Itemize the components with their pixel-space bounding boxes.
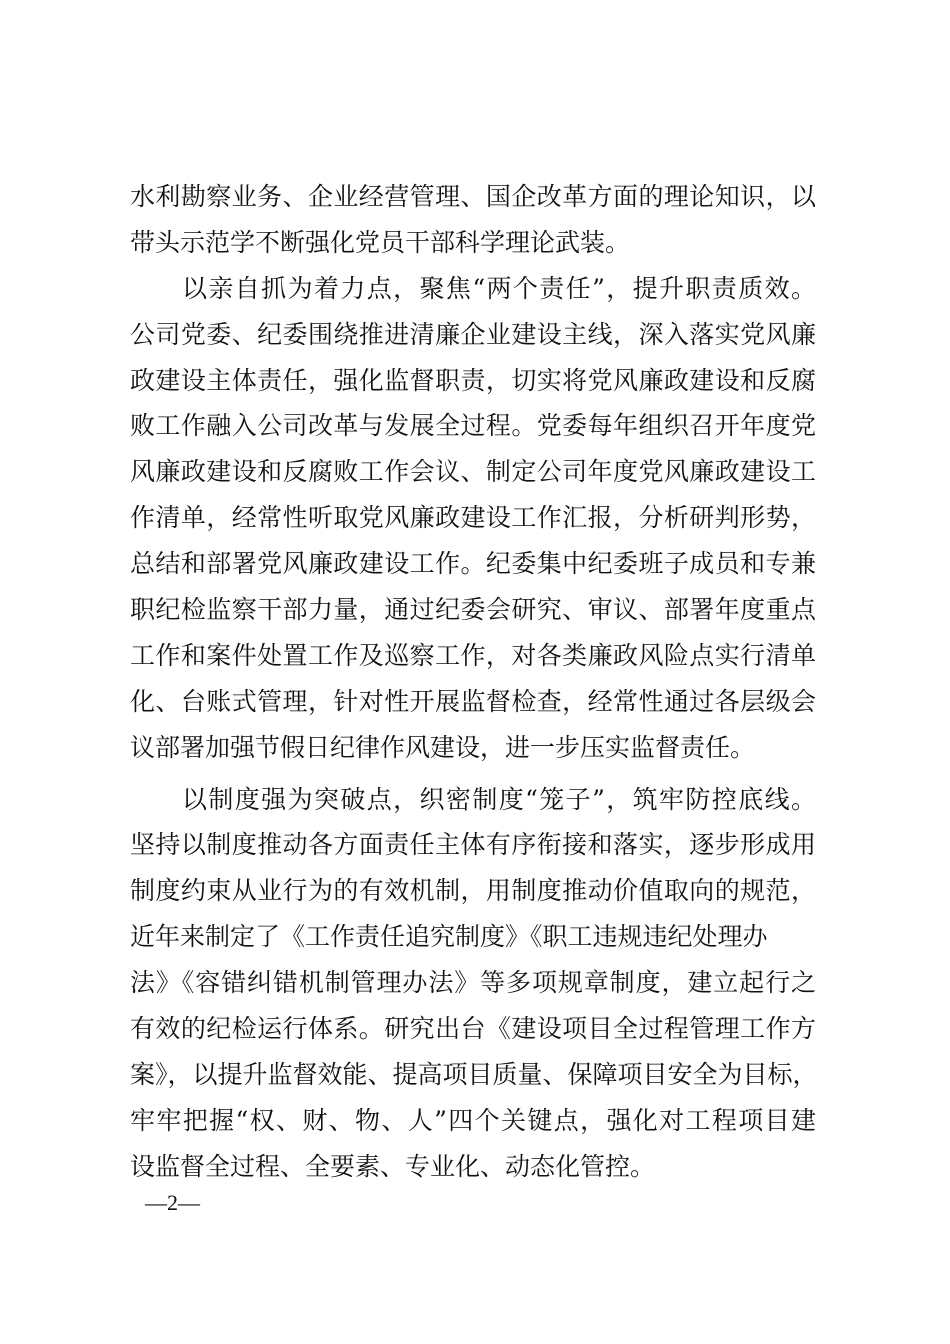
text-line: 牢牢把握“权、财、物、人”四个关键点，强化对工程项目建 xyxy=(130,1105,816,1135)
text-line: 带头示范学不断强化党员干部科学理论武装。 xyxy=(130,227,631,257)
text-line: 工作和案件处置工作及巡察工作，对各类廉政风险点实行清单 xyxy=(130,640,816,670)
paragraph-1 xyxy=(130,174,816,266)
text-line: 化、台账式管理，针对性开展监督检查，经常性通过各层级会 xyxy=(130,686,816,716)
text-line: 设监督全过程、全要素、专业化、动态化管控。 xyxy=(130,1151,656,1181)
text-line: 作清单，经常性听取党风廉政建设工作汇报，分析研判形势， xyxy=(130,503,816,533)
text-line: 政建设主体责任，强化监督职责，切实将党风廉政建设和反腐 xyxy=(130,365,816,395)
text-line: 总结和部署党风廉政建设工作。纪委集中纪委班子成员和专兼 xyxy=(130,549,816,579)
document-body xyxy=(130,174,816,1190)
text-line: 风廉政建设和反腐败工作会议、制定公司年度党风廉政建设工 xyxy=(130,457,816,487)
text-line: 职纪检监察干部力量，通过纪委会研究、审议、部署年度重点 xyxy=(130,595,816,625)
text-line: 案》，以提升监督效能、提高项目质量、保障项目安全为目标， xyxy=(130,1059,818,1089)
text-line: 制度约束从业行为的有效机制，用制度推动价值取向的规范， xyxy=(130,876,816,906)
paragraph-heading-line: 以亲自抓为着力点，聚焦“两个责任”，提升职责质效。 xyxy=(182,273,816,303)
paragraph-3 xyxy=(130,777,816,1190)
page-number: —2— xyxy=(145,1190,200,1215)
text-line: 败工作融入公司改革与发展全过程。党委每年组织召开年度党 xyxy=(130,411,816,441)
paragraph-2 xyxy=(130,266,816,771)
text-line: 有效的纪检运行体系。研究出台《建设项目全过程管理工作方 xyxy=(130,1014,816,1044)
text-line: 公司党委、纪委围绕推进清廉企业建设主线，深入落实党风廉 xyxy=(130,319,816,349)
text-line: 议部署加强节假日纪律作风建设，进一步压实监督责任。 xyxy=(130,732,756,762)
text-line: 法》《容错纠错机制管理办法》等多项规章制度，建立起行之 xyxy=(130,968,816,998)
text-line: 近年来制定了《工作责任追究制度》《职工违规违纪处理办 xyxy=(130,922,768,952)
text-line: 坚持以制度推动各方面责任主体有序衔接和落实，逐步形成用 xyxy=(130,830,816,860)
text-line: 水利勘察业务、企业经营管理、国企改革方面的理论知识，以 xyxy=(130,182,816,211)
paragraph-heading-line: 以制度强为突破点，织密制度“笼子”，筑牢防控底线。 xyxy=(182,784,816,814)
